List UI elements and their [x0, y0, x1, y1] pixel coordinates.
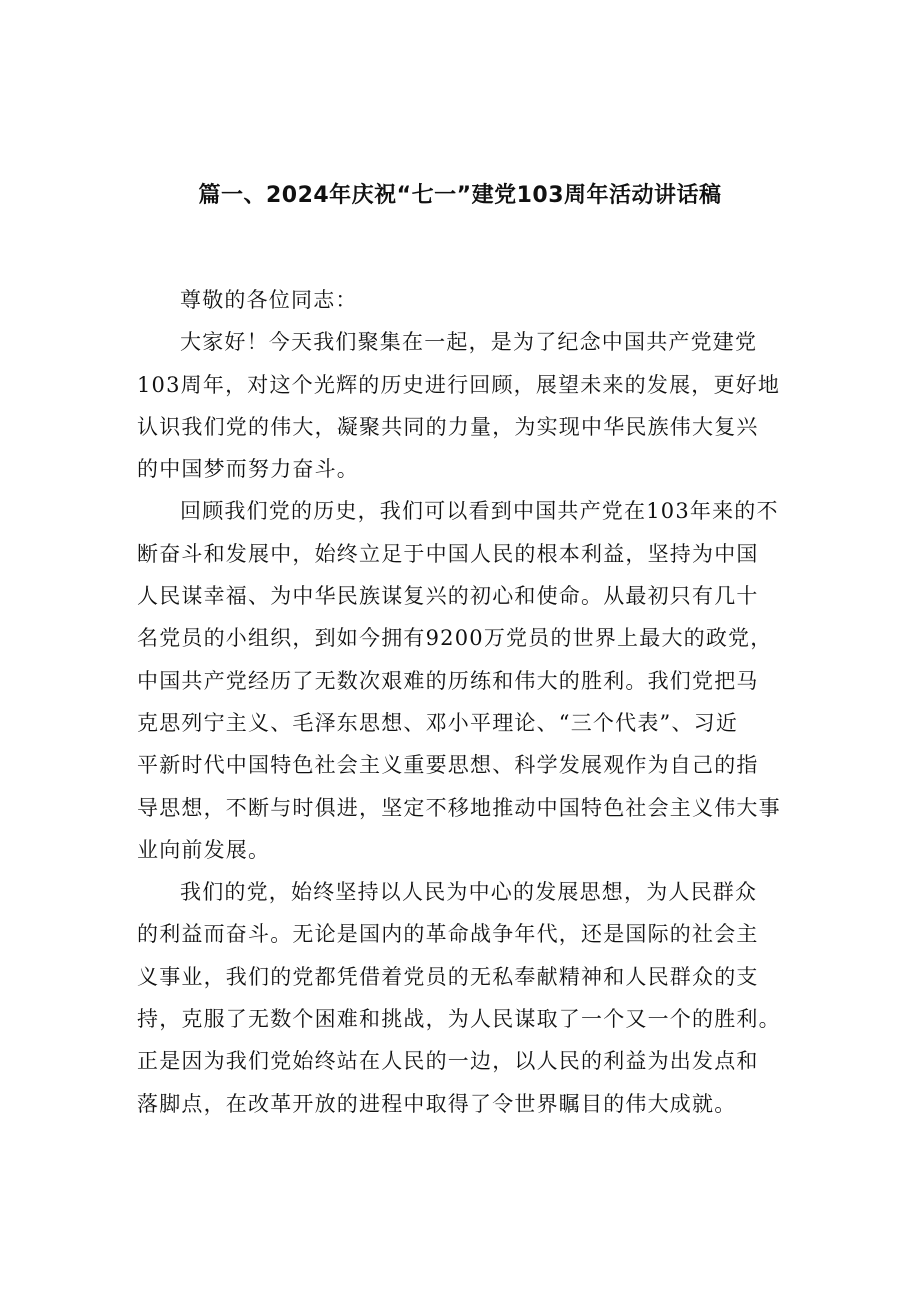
- paragraph-3-line-4: 持，克服了无数个困难和挑战，为人民谋取了一个又一个的胜利。: [137, 1007, 781, 1032]
- paragraph-3-line-5: 正是因为我们党始终站在人民的一边，以人民的利益为出发点和: [137, 1049, 759, 1074]
- salutation-line: 尊敬的各位同志：: [180, 288, 358, 312]
- paragraph-2-line-7: 平新时代中国特色社会主义重要思想、科学发展观作为自己的指: [137, 753, 759, 778]
- paragraph-3-line-1: 我们的党，始终坚持以人民为中心的发展思想，为人民群众: [180, 880, 758, 905]
- paragraph-2-line-8: 导思想，不断与时俱进，坚定不移地推动中国特色社会主义伟大事: [137, 795, 781, 820]
- paragraph-2-line-9: 业向前发展。: [137, 837, 271, 862]
- paragraph-2-line-6: 克思列宁主义、毛泽东思想、邓小平理论、“三个代表”、习近: [137, 710, 739, 735]
- paragraph-2-line-5: 中国共产党经历了无数次艰难的历练和伟大的胜利。我们党把马: [137, 668, 759, 693]
- paragraph-3-line-2: 的利益而奋斗。无论是国内的革命战争年代，还是国际的社会主: [137, 922, 759, 947]
- paragraph-3-line-6: 落脚点，在改革开放的进程中取得了令世界瞩目的伟大成就。: [137, 1091, 737, 1116]
- paragraph-2-line-2: 断奋斗和发展中，始终立足于中国人民的根本利益，坚持为中国: [137, 541, 759, 566]
- document-body: [137, 279, 797, 1125]
- document-title: 篇一、2024年庆祝“七一”建党103周年活动讲话稿: [198, 183, 722, 208]
- paragraph-1-line-4: 的中国梦而努力奋斗。: [137, 457, 359, 482]
- paragraph-1-line-3: 认识我们党的伟大，凝聚共同的力量，为实现中华民族伟大复兴: [137, 414, 759, 439]
- paragraph-2-line-3: 人民谋幸福、为中华民族谋复兴的初心和使命。从最初只有几十: [137, 584, 759, 609]
- paragraph-1-line-1: 大家好！今天我们聚集在一起，是为了纪念中国共产党建党: [180, 330, 758, 355]
- paragraph-1-line-2: 103周年，对这个光辉的历史进行回顾，展望未来的发展，更好地: [137, 372, 781, 397]
- paragraph-2-line-1: 回顾我们党的历史，我们可以看到中国共产党在103年来的不: [180, 499, 779, 524]
- paragraph-3-line-3: 义事业，我们的党都凭借着党员的无私奉献精神和人民群众的支: [137, 964, 759, 989]
- paragraph-2-line-4: 名党员的小组织，到如今拥有9200万党员的世界上最大的政党，: [137, 626, 773, 651]
